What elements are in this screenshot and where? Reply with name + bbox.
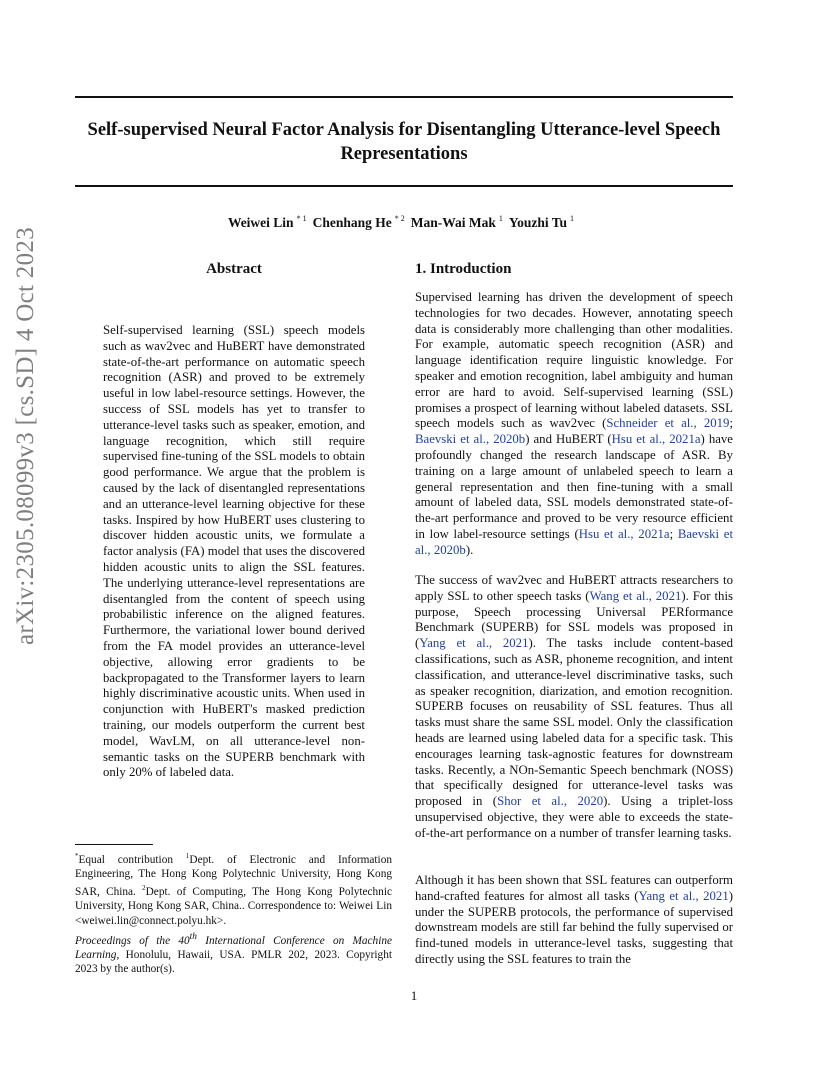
citation-link[interactable]: Yang et al., 2021	[419, 636, 529, 651]
footnote-equal-contribution: Equal contribution	[78, 853, 186, 866]
paragraph-text: ). The tasks include content-based classifications, such as ASR, phoneme recognition, and intent classification, and utterance-level discriminative tasks, such as speaker recognition, diarization, and emotion recognition. SUPERB focuses on reusability of SSL features. Thus all tasks must share the same SSL model. Only the classification heads are learned using labeled data for a specific task. This encourages learning task-agnostic features for downstream tasks. Recently, a NOn-Semantic Speech benchmark (NOSS) that specifically designed for utterance-level tasks was proposed in (	[415, 636, 734, 809]
author-name: Chenhang He	[312, 215, 392, 230]
arxiv-stamp: arXiv:2305.08099v3 [cs.SD] 4 Oct 2023	[12, 227, 39, 645]
affiliation-2-correspondence: Dept. of Computing, The Hong Kong Polytechnic University, Hong Kong SAR, China.. Correspondence to: Weiwei Lin <weiwei.lin@connect.polyu.hk>.	[75, 886, 392, 927]
footnote-rule	[75, 844, 153, 845]
author-name: Weiwei Lin	[227, 215, 294, 230]
author-affiliation-mark: * 1	[296, 214, 307, 223]
paragraph-text: ;	[729, 416, 734, 431]
citation-link[interactable]: Wang et al., 2021	[589, 588, 682, 603]
title-top-rule	[75, 96, 733, 98]
author-affiliation-mark: 1	[570, 214, 575, 223]
paragraph-text: ) have profoundly changed the research landscape of ASR. By training on a large amount of unlabeled speech to learn a general representation and then fine-tuning with a small amount of labeled data, SSL models demonstrated state-of-the-art performance and proved to be very resource efficient in low label-resource settings (	[415, 432, 733, 541]
citation-link[interactable]: Hsu et al., 2021a	[611, 432, 701, 447]
citation-link[interactable]: Baevski et al., 2020b	[415, 526, 733, 557]
affiliation-1: Dept. of Electronic and Information Engineering, The Hong Kong Polytechnic University, Hong Kong SAR, China.	[75, 853, 392, 899]
citation-link[interactable]: Shor et al., 2020	[497, 794, 604, 809]
intro-paragraph-1	[415, 290, 733, 559]
paragraph-text: ).	[465, 542, 474, 557]
paragraph-text: ) under the SUPERB protocols, the performance of supervised downstream models are still far behind the fully supervised or find-tuned models in utterance-level tasks, suggesting that directly using the SSL features to train the	[415, 888, 733, 966]
author-affiliation-mark: 1	[498, 214, 503, 223]
citation-link[interactable]: Yang et al., 2021	[638, 888, 729, 903]
affiliation-mark-1: 1	[185, 852, 190, 860]
proceedings-venue: Proceedings of the 40th International Conference on Machine Learning	[75, 932, 392, 962]
paper-title: Self-supervised Neural Factor Analysis for Disentangling Utterance-level Speech Representations	[87, 120, 721, 164]
footnote	[75, 849, 392, 928]
paragraph-text: ). For this purpose, Speech processing Universal PERformance Benchmark (SUPERB) for SSL models was proposed in (	[415, 588, 733, 651]
title-bottom-rule	[75, 185, 733, 187]
citation-link[interactable]: Baevski et al., 2020b	[415, 432, 526, 447]
intro-paragraph-3	[415, 873, 733, 968]
paragraph-text: ) and HuBERT (	[525, 432, 612, 447]
author-list	[75, 214, 733, 231]
paragraph-text: Although it has been shown that SSL features can outperform hand-crafted features for almost all tasks (	[415, 873, 733, 903]
proceedings-rest: , Honolulu, Hawaii, USA. PMLR 202, 2023. Copyright 2023 by the author(s).	[75, 949, 392, 976]
author-affiliation-mark: * 2	[394, 214, 405, 223]
affiliation-mark-2: 2	[142, 884, 146, 893]
paragraph-text: ;	[669, 526, 678, 541]
introduction-heading: 1. Introduction	[415, 261, 512, 277]
paragraph-text: Supervised learning has driven the development of speech technologies for two decades. However, annotating speech data is considerably more challenging than other modalities. For example, automatic speech recognition (ASR) and language identification require linguistic knowledge. For speaker and emotion recognition, label ambiguity and human error are hard to avoid. Self-supervised learning (SSL) promises a prospect of learning without labeled datasets. SSL speech models such as wav2vec (	[415, 290, 733, 431]
citation-link[interactable]: Hsu et al., 2021a	[578, 526, 670, 541]
paragraph-text: ). Using a triplet-loss unsupervised objective, they were able to exceeds the state-of-the-art performance on a number of transfer learning tasks.	[415, 794, 733, 840]
page-number: 1	[410, 988, 418, 1003]
author-name: Man-Wai Mak	[410, 215, 496, 230]
paragraph-text: The success of wav2vec and HuBERT attracts researchers to apply SSL to other speech tasks (	[415, 573, 733, 603]
intro-paragraph-2	[415, 573, 733, 842]
abstract-text: Self-supervised learning (SSL) speech models such as wav2vec and HuBERT have demonstrated state-of-the-art performance on automatic speech recognition (ASR) and proved to be extremely useful in low label-resource settings. However, the success of SSL models has yet to transfer to utterance-level tasks such as speaker, emotion, and language recognition, which still require supervised fine-tuning of the SSL models to obtain good performance. We argue that the problem is caused by the lack of disentangled representations and an utterance-level learning objective for these tasks. Inspired by how HuBERT uses clustering to discover hidden acoustic units, we formulate a factor analysis (FA) model that uses the discovered hidden acoustic units to align the SSL features. The underlying utterance-level representations are disentangled from the content of speech using probabilistic inference on the aligned features. Furthermore, the variational lower bound derived from the FA model provides an utterance-level objective, allowing error gradients to be backpropagated to the Transformer layers to learn highly discriminative acoustic units. When used in conjunction with HuBERT's masked prediction training, our models outperform the current best model, WavLM, on all utterance-level non-semantic tasks on the SUPERB benchmark with only 20% of labeled data.	[103, 323, 365, 780]
citation-link[interactable]: Schneider et al., 2019	[606, 416, 730, 431]
abstract-heading: Abstract	[206, 261, 262, 277]
author-name: Youzhi Tu	[508, 215, 568, 230]
footnote-mark: *	[75, 852, 79, 860]
proceedings-note	[75, 930, 392, 977]
